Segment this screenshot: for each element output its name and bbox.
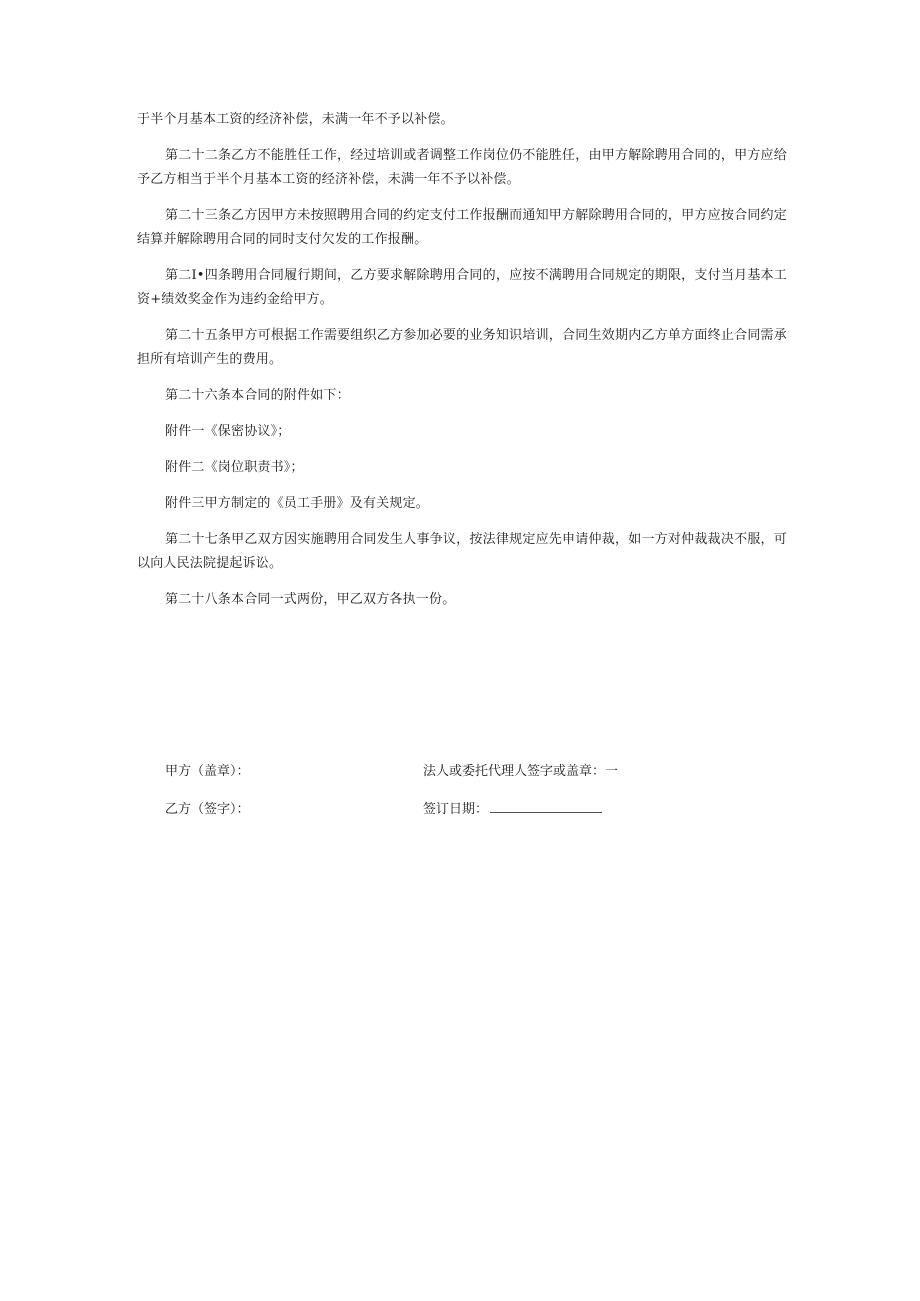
- party-b-sign-label: 乙方（签字）：: [165, 802, 250, 817]
- party-a-seal-label: 甲方（盖章）：: [165, 764, 250, 779]
- attachment-2: 附件二《岗位职责书》；: [165, 460, 304, 475]
- article-25: 第二十五条甲方可根据工作需要组织乙方参加必要的业务知识培训，合同生效期内乙方单方面终止合同需承担所有培训产生的费用。: [137, 328, 787, 367]
- sign-date-blank-line: [490, 800, 602, 813]
- sign-date-field: [423, 798, 602, 817]
- attachment-1: 附件一《保密协议》；: [165, 424, 291, 439]
- attachment-3: 附件三甲方制定的《员工手册》及有关规定。: [165, 496, 430, 511]
- article-22: 第二十二条乙方不能胜任工作，经过培训或者调整工作岗位仍不能胜任，由甲方解除聘用合同的，甲方应给予乙方相当于半个月基本工资的经济补偿，未满一年不予以补偿。: [137, 148, 787, 187]
- article-27: 第二十七条甲乙双方因实施聘用合同发生人事争议，按法律规定应先申请仲裁，如一方对仲裁裁决不服，可以向人民法院提起诉讼。: [137, 532, 787, 571]
- sign-date-label: 签订日期：: [423, 802, 489, 817]
- article-23: 第二十三条乙方因甲方未按照聘用合同的约定支付工作报酬而通知甲方解除聘用合同的，甲方应按合同约定结算并解除聘用合同的同时支付欠发的工作报酬。: [137, 208, 787, 247]
- signature-row-2: [165, 798, 785, 836]
- signature-block: [165, 760, 785, 836]
- paragraph-continuation: 于半个月基本工资的经济补偿，未满一年不予以补偿。: [137, 112, 454, 127]
- article-28: 第二十八条本合同一式两份，甲乙双方各执一份。: [165, 592, 456, 607]
- article-26: 第二十六条本合同的附件如下：: [165, 388, 350, 403]
- legal-rep-sign-label: 法人或委托代理人签字或盖章：一: [423, 764, 619, 779]
- contract-body: [137, 108, 787, 624]
- article-24: 第二I•四条聘用合同履行期间，乙方要求解除聘用合同的，应按不满聘用合同规定的期限，支付当月基本工资+绩效奖金作为违约金给甲方。: [137, 268, 787, 307]
- signature-row-1: [165, 760, 785, 798]
